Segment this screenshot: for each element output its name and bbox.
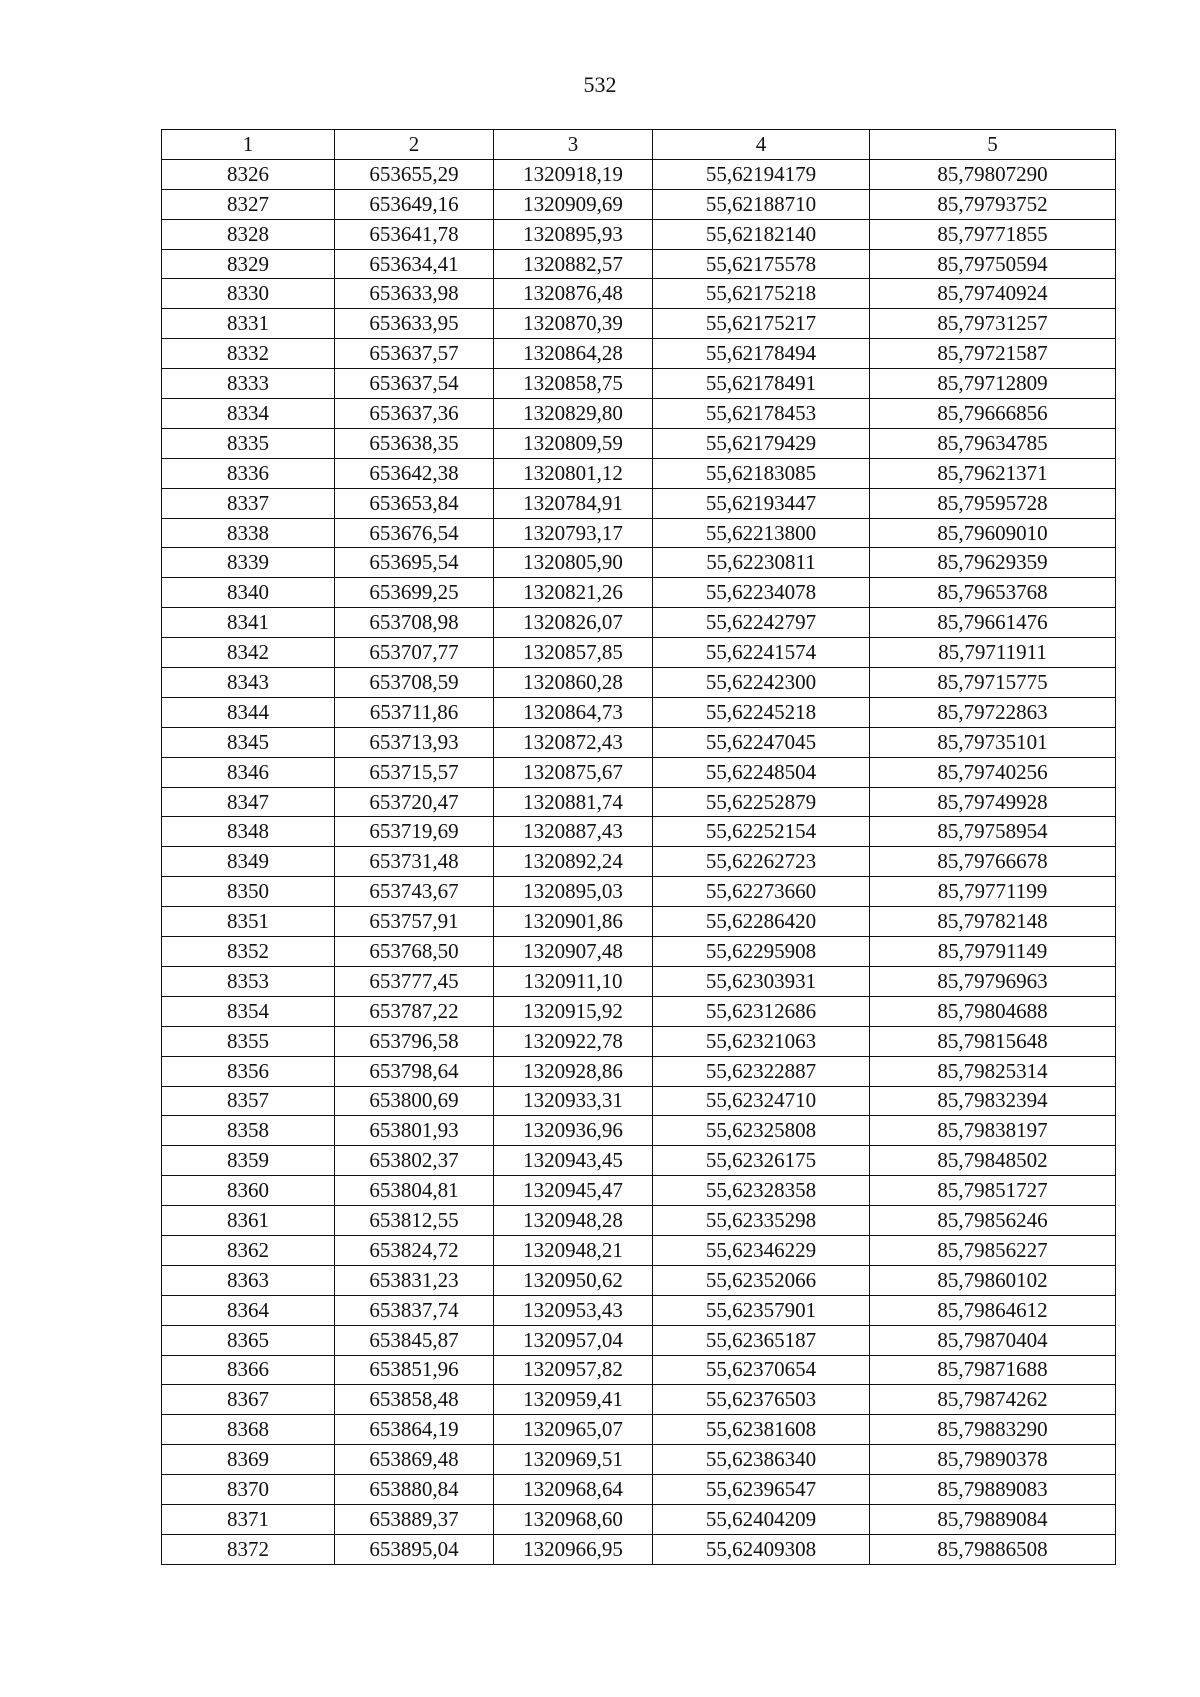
x-coordinate-cell: 653637,36 bbox=[335, 399, 494, 429]
latitude-cell: 55,62365187 bbox=[653, 1325, 870, 1355]
longitude-cell: 85,79634785 bbox=[870, 428, 1116, 458]
latitude-cell: 55,62386340 bbox=[653, 1445, 870, 1475]
latitude-cell: 55,62194179 bbox=[653, 159, 870, 189]
longitude-cell: 85,79796963 bbox=[870, 966, 1116, 996]
x-coordinate-cell: 653864,19 bbox=[335, 1415, 494, 1445]
table-row bbox=[162, 1325, 1116, 1355]
latitude-cell: 55,62303931 bbox=[653, 966, 870, 996]
point-number-cell: 8358 bbox=[162, 1116, 335, 1146]
y-coordinate-cell: 1320953,43 bbox=[494, 1295, 653, 1325]
y-coordinate-cell: 1320876,48 bbox=[494, 279, 653, 309]
y-coordinate-cell: 1320875,67 bbox=[494, 757, 653, 787]
y-coordinate-cell: 1320918,19 bbox=[494, 159, 653, 189]
longitude-cell: 85,79886508 bbox=[870, 1534, 1116, 1564]
y-coordinate-cell: 1320901,86 bbox=[494, 907, 653, 937]
table-row bbox=[162, 1415, 1116, 1445]
x-coordinate-cell: 653824,72 bbox=[335, 1235, 494, 1265]
longitude-cell: 85,79661476 bbox=[870, 608, 1116, 638]
point-number-cell: 8355 bbox=[162, 1026, 335, 1056]
longitude-cell: 85,79870404 bbox=[870, 1325, 1116, 1355]
x-coordinate-cell: 653637,54 bbox=[335, 369, 494, 399]
point-number-cell: 8347 bbox=[162, 787, 335, 817]
y-coordinate-cell: 1320864,28 bbox=[494, 339, 653, 369]
x-coordinate-cell: 653642,38 bbox=[335, 458, 494, 488]
y-coordinate-cell: 1320943,45 bbox=[494, 1146, 653, 1176]
latitude-cell: 55,62328358 bbox=[653, 1176, 870, 1206]
y-coordinate-cell: 1320965,07 bbox=[494, 1415, 653, 1445]
column-header: 4 bbox=[653, 130, 870, 160]
table-row bbox=[162, 1265, 1116, 1295]
longitude-cell: 85,79750594 bbox=[870, 249, 1116, 279]
x-coordinate-cell: 653768,50 bbox=[335, 937, 494, 967]
y-coordinate-cell: 1320907,48 bbox=[494, 937, 653, 967]
longitude-cell: 85,79766678 bbox=[870, 847, 1116, 877]
y-coordinate-cell: 1320801,12 bbox=[494, 458, 653, 488]
latitude-cell: 55,62178453 bbox=[653, 399, 870, 429]
longitude-cell: 85,79712809 bbox=[870, 369, 1116, 399]
y-coordinate-cell: 1320872,43 bbox=[494, 727, 653, 757]
latitude-cell: 55,62396547 bbox=[653, 1475, 870, 1505]
table-row bbox=[162, 907, 1116, 937]
point-number-cell: 8364 bbox=[162, 1295, 335, 1325]
longitude-cell: 85,79889084 bbox=[870, 1504, 1116, 1534]
y-coordinate-cell: 1320887,43 bbox=[494, 817, 653, 847]
point-number-cell: 8326 bbox=[162, 159, 335, 189]
x-coordinate-cell: 653812,55 bbox=[335, 1206, 494, 1236]
table-row bbox=[162, 1206, 1116, 1236]
point-number-cell: 8329 bbox=[162, 249, 335, 279]
point-number-cell: 8360 bbox=[162, 1176, 335, 1206]
y-coordinate-cell: 1320936,96 bbox=[494, 1116, 653, 1146]
point-number-cell: 8372 bbox=[162, 1534, 335, 1564]
latitude-cell: 55,62248504 bbox=[653, 757, 870, 787]
x-coordinate-cell: 653707,77 bbox=[335, 638, 494, 668]
latitude-cell: 55,62346229 bbox=[653, 1235, 870, 1265]
y-coordinate-cell: 1320968,60 bbox=[494, 1504, 653, 1534]
point-number-cell: 8343 bbox=[162, 668, 335, 698]
latitude-cell: 55,62242797 bbox=[653, 608, 870, 638]
point-number-cell: 8336 bbox=[162, 458, 335, 488]
x-coordinate-cell: 653638,35 bbox=[335, 428, 494, 458]
longitude-cell: 85,79771855 bbox=[870, 219, 1116, 249]
x-coordinate-cell: 653708,98 bbox=[335, 608, 494, 638]
table-row bbox=[162, 966, 1116, 996]
column-header: 5 bbox=[870, 130, 1116, 160]
longitude-cell: 85,79889083 bbox=[870, 1475, 1116, 1505]
point-number-cell: 8371 bbox=[162, 1504, 335, 1534]
point-number-cell: 8356 bbox=[162, 1056, 335, 1086]
latitude-cell: 55,62321063 bbox=[653, 1026, 870, 1056]
x-coordinate-cell: 653676,54 bbox=[335, 518, 494, 548]
table-row bbox=[162, 668, 1116, 698]
longitude-cell: 85,79758954 bbox=[870, 817, 1116, 847]
x-coordinate-cell: 653653,84 bbox=[335, 488, 494, 518]
point-number-cell: 8369 bbox=[162, 1445, 335, 1475]
x-coordinate-cell: 653637,57 bbox=[335, 339, 494, 369]
x-coordinate-cell: 653715,57 bbox=[335, 757, 494, 787]
x-coordinate-cell: 653641,78 bbox=[335, 219, 494, 249]
table-row bbox=[162, 1534, 1116, 1564]
table-row bbox=[162, 1026, 1116, 1056]
latitude-cell: 55,62247045 bbox=[653, 727, 870, 757]
table-row bbox=[162, 1475, 1116, 1505]
table-row bbox=[162, 518, 1116, 548]
latitude-cell: 55,62312686 bbox=[653, 996, 870, 1026]
table-row bbox=[162, 1235, 1116, 1265]
point-number-cell: 8357 bbox=[162, 1086, 335, 1116]
point-number-cell: 8341 bbox=[162, 608, 335, 638]
table-row bbox=[162, 638, 1116, 668]
latitude-cell: 55,62178494 bbox=[653, 339, 870, 369]
column-header: 2 bbox=[335, 130, 494, 160]
y-coordinate-cell: 1320857,85 bbox=[494, 638, 653, 668]
x-coordinate-cell: 653895,04 bbox=[335, 1534, 494, 1564]
longitude-cell: 85,79890378 bbox=[870, 1445, 1116, 1475]
y-coordinate-cell: 1320922,78 bbox=[494, 1026, 653, 1056]
table-row bbox=[162, 249, 1116, 279]
latitude-cell: 55,62357901 bbox=[653, 1295, 870, 1325]
table-row bbox=[162, 1504, 1116, 1534]
latitude-cell: 55,62230811 bbox=[653, 548, 870, 578]
longitude-cell: 85,79807290 bbox=[870, 159, 1116, 189]
x-coordinate-cell: 653801,93 bbox=[335, 1116, 494, 1146]
table-row bbox=[162, 608, 1116, 638]
table-row bbox=[162, 1116, 1116, 1146]
y-coordinate-cell: 1320870,39 bbox=[494, 309, 653, 339]
x-coordinate-cell: 653845,87 bbox=[335, 1325, 494, 1355]
column-header: 3 bbox=[494, 130, 653, 160]
longitude-cell: 85,79832394 bbox=[870, 1086, 1116, 1116]
x-coordinate-cell: 653889,37 bbox=[335, 1504, 494, 1534]
point-number-cell: 8354 bbox=[162, 996, 335, 1026]
x-coordinate-cell: 653708,59 bbox=[335, 668, 494, 698]
y-coordinate-cell: 1320957,04 bbox=[494, 1325, 653, 1355]
latitude-cell: 55,62179429 bbox=[653, 428, 870, 458]
x-coordinate-cell: 653800,69 bbox=[335, 1086, 494, 1116]
point-number-cell: 8367 bbox=[162, 1385, 335, 1415]
table-row bbox=[162, 817, 1116, 847]
x-coordinate-cell: 653743,67 bbox=[335, 877, 494, 907]
longitude-cell: 85,79721587 bbox=[870, 339, 1116, 369]
point-number-cell: 8332 bbox=[162, 339, 335, 369]
y-coordinate-cell: 1320933,31 bbox=[494, 1086, 653, 1116]
longitude-cell: 85,79815648 bbox=[870, 1026, 1116, 1056]
longitude-cell: 85,79804688 bbox=[870, 996, 1116, 1026]
x-coordinate-cell: 653880,84 bbox=[335, 1475, 494, 1505]
table-row bbox=[162, 428, 1116, 458]
point-number-cell: 8362 bbox=[162, 1235, 335, 1265]
y-coordinate-cell: 1320945,47 bbox=[494, 1176, 653, 1206]
longitude-cell: 85,79666856 bbox=[870, 399, 1116, 429]
longitude-cell: 85,79848502 bbox=[870, 1146, 1116, 1176]
latitude-cell: 55,62182140 bbox=[653, 219, 870, 249]
x-coordinate-cell: 653633,98 bbox=[335, 279, 494, 309]
y-coordinate-cell: 1320966,95 bbox=[494, 1534, 653, 1564]
latitude-cell: 55,62245218 bbox=[653, 697, 870, 727]
latitude-cell: 55,62324710 bbox=[653, 1086, 870, 1116]
latitude-cell: 55,62234078 bbox=[653, 578, 870, 608]
x-coordinate-cell: 653837,74 bbox=[335, 1295, 494, 1325]
longitude-cell: 85,79595728 bbox=[870, 488, 1116, 518]
point-number-cell: 8337 bbox=[162, 488, 335, 518]
y-coordinate-cell: 1320809,59 bbox=[494, 428, 653, 458]
x-coordinate-cell: 653695,54 bbox=[335, 548, 494, 578]
table-row bbox=[162, 1385, 1116, 1415]
latitude-cell: 55,62286420 bbox=[653, 907, 870, 937]
table-row bbox=[162, 996, 1116, 1026]
page-number: 532 bbox=[583, 72, 617, 97]
point-number-cell: 8363 bbox=[162, 1265, 335, 1295]
x-coordinate-cell: 653719,69 bbox=[335, 817, 494, 847]
point-number-cell: 8348 bbox=[162, 817, 335, 847]
longitude-cell: 85,79871688 bbox=[870, 1355, 1116, 1385]
x-coordinate-cell: 653787,22 bbox=[335, 996, 494, 1026]
latitude-cell: 55,62325808 bbox=[653, 1116, 870, 1146]
latitude-cell: 55,62188710 bbox=[653, 189, 870, 219]
table-row bbox=[162, 1086, 1116, 1116]
y-coordinate-cell: 1320911,10 bbox=[494, 966, 653, 996]
x-coordinate-cell: 653851,96 bbox=[335, 1355, 494, 1385]
table-row bbox=[162, 937, 1116, 967]
y-coordinate-cell: 1320882,57 bbox=[494, 249, 653, 279]
latitude-cell: 55,62175218 bbox=[653, 279, 870, 309]
x-coordinate-cell: 653757,91 bbox=[335, 907, 494, 937]
x-coordinate-cell: 653713,93 bbox=[335, 727, 494, 757]
point-number-cell: 8342 bbox=[162, 638, 335, 668]
x-coordinate-cell: 653796,58 bbox=[335, 1026, 494, 1056]
y-coordinate-cell: 1320895,93 bbox=[494, 219, 653, 249]
table-row bbox=[162, 1176, 1116, 1206]
x-coordinate-cell: 653777,45 bbox=[335, 966, 494, 996]
latitude-cell: 55,62376503 bbox=[653, 1385, 870, 1415]
x-coordinate-cell: 653720,47 bbox=[335, 787, 494, 817]
latitude-cell: 55,62273660 bbox=[653, 877, 870, 907]
column-header: 1 bbox=[162, 130, 335, 160]
x-coordinate-cell: 653655,29 bbox=[335, 159, 494, 189]
longitude-cell: 85,79856246 bbox=[870, 1206, 1116, 1236]
y-coordinate-cell: 1320968,64 bbox=[494, 1475, 653, 1505]
latitude-cell: 55,62193447 bbox=[653, 488, 870, 518]
y-coordinate-cell: 1320915,92 bbox=[494, 996, 653, 1026]
table-row bbox=[162, 458, 1116, 488]
latitude-cell: 55,62175578 bbox=[653, 249, 870, 279]
latitude-cell: 55,62335298 bbox=[653, 1206, 870, 1236]
table-row bbox=[162, 1445, 1116, 1475]
table-row bbox=[162, 189, 1116, 219]
coordinates-table bbox=[161, 129, 1116, 1565]
longitude-cell: 85,79856227 bbox=[870, 1235, 1116, 1265]
latitude-cell: 55,62252879 bbox=[653, 787, 870, 817]
y-coordinate-cell: 1320948,28 bbox=[494, 1206, 653, 1236]
x-coordinate-cell: 653858,48 bbox=[335, 1385, 494, 1415]
y-coordinate-cell: 1320793,17 bbox=[494, 518, 653, 548]
y-coordinate-cell: 1320829,80 bbox=[494, 399, 653, 429]
latitude-cell: 55,62326175 bbox=[653, 1146, 870, 1176]
table-row bbox=[162, 1146, 1116, 1176]
latitude-cell: 55,62242300 bbox=[653, 668, 870, 698]
latitude-cell: 55,62352066 bbox=[653, 1265, 870, 1295]
y-coordinate-cell: 1320860,28 bbox=[494, 668, 653, 698]
longitude-cell: 85,79825314 bbox=[870, 1056, 1116, 1086]
y-coordinate-cell: 1320928,86 bbox=[494, 1056, 653, 1086]
y-coordinate-cell: 1320959,41 bbox=[494, 1385, 653, 1415]
table-row bbox=[162, 697, 1116, 727]
table-row bbox=[162, 847, 1116, 877]
x-coordinate-cell: 653711,86 bbox=[335, 697, 494, 727]
longitude-cell: 85,79782148 bbox=[870, 907, 1116, 937]
table-row bbox=[162, 727, 1116, 757]
table-header-row bbox=[162, 130, 1116, 160]
point-number-cell: 8338 bbox=[162, 518, 335, 548]
point-number-cell: 8335 bbox=[162, 428, 335, 458]
longitude-cell: 85,79851727 bbox=[870, 1176, 1116, 1206]
point-number-cell: 8370 bbox=[162, 1475, 335, 1505]
longitude-cell: 85,79621371 bbox=[870, 458, 1116, 488]
table-row bbox=[162, 399, 1116, 429]
y-coordinate-cell: 1320892,24 bbox=[494, 847, 653, 877]
point-number-cell: 8330 bbox=[162, 279, 335, 309]
table-row bbox=[162, 1355, 1116, 1385]
table-row bbox=[162, 1056, 1116, 1086]
table-row bbox=[162, 757, 1116, 787]
table-row bbox=[162, 1295, 1116, 1325]
point-number-cell: 8334 bbox=[162, 399, 335, 429]
y-coordinate-cell: 1320957,82 bbox=[494, 1355, 653, 1385]
longitude-cell: 85,79793752 bbox=[870, 189, 1116, 219]
x-coordinate-cell: 653798,64 bbox=[335, 1056, 494, 1086]
point-number-cell: 8344 bbox=[162, 697, 335, 727]
point-number-cell: 8349 bbox=[162, 847, 335, 877]
x-coordinate-cell: 653731,48 bbox=[335, 847, 494, 877]
longitude-cell: 85,79711911 bbox=[870, 638, 1116, 668]
table-row bbox=[162, 787, 1116, 817]
point-number-cell: 8353 bbox=[162, 966, 335, 996]
table-row bbox=[162, 488, 1116, 518]
x-coordinate-cell: 653804,81 bbox=[335, 1176, 494, 1206]
x-coordinate-cell: 653831,23 bbox=[335, 1265, 494, 1295]
point-number-cell: 8339 bbox=[162, 548, 335, 578]
x-coordinate-cell: 653699,25 bbox=[335, 578, 494, 608]
x-coordinate-cell: 653633,95 bbox=[335, 309, 494, 339]
longitude-cell: 85,79740256 bbox=[870, 757, 1116, 787]
longitude-cell: 85,79791149 bbox=[870, 937, 1116, 967]
y-coordinate-cell: 1320948,21 bbox=[494, 1235, 653, 1265]
longitude-cell: 85,79838197 bbox=[870, 1116, 1116, 1146]
longitude-cell: 85,79749928 bbox=[870, 787, 1116, 817]
latitude-cell: 55,62404209 bbox=[653, 1504, 870, 1534]
y-coordinate-cell: 1320881,74 bbox=[494, 787, 653, 817]
point-number-cell: 8368 bbox=[162, 1415, 335, 1445]
longitude-cell: 85,79740924 bbox=[870, 279, 1116, 309]
y-coordinate-cell: 1320864,73 bbox=[494, 697, 653, 727]
longitude-cell: 85,79731257 bbox=[870, 309, 1116, 339]
point-number-cell: 8365 bbox=[162, 1325, 335, 1355]
longitude-cell: 85,79735101 bbox=[870, 727, 1116, 757]
table-row bbox=[162, 578, 1116, 608]
x-coordinate-cell: 653649,16 bbox=[335, 189, 494, 219]
longitude-cell: 85,79715775 bbox=[870, 668, 1116, 698]
point-number-cell: 8366 bbox=[162, 1355, 335, 1385]
point-number-cell: 8328 bbox=[162, 219, 335, 249]
table-row bbox=[162, 219, 1116, 249]
longitude-cell: 85,79629359 bbox=[870, 548, 1116, 578]
y-coordinate-cell: 1320969,51 bbox=[494, 1445, 653, 1475]
latitude-cell: 55,62409308 bbox=[653, 1534, 870, 1564]
y-coordinate-cell: 1320826,07 bbox=[494, 608, 653, 638]
latitude-cell: 55,62178491 bbox=[653, 369, 870, 399]
y-coordinate-cell: 1320805,90 bbox=[494, 548, 653, 578]
longitude-cell: 85,79864612 bbox=[870, 1295, 1116, 1325]
latitude-cell: 55,62370654 bbox=[653, 1355, 870, 1385]
x-coordinate-cell: 653869,48 bbox=[335, 1445, 494, 1475]
point-number-cell: 8340 bbox=[162, 578, 335, 608]
y-coordinate-cell: 1320858,75 bbox=[494, 369, 653, 399]
longitude-cell: 85,79771199 bbox=[870, 877, 1116, 907]
y-coordinate-cell: 1320909,69 bbox=[494, 189, 653, 219]
y-coordinate-cell: 1320895,03 bbox=[494, 877, 653, 907]
point-number-cell: 8352 bbox=[162, 937, 335, 967]
table-row bbox=[162, 548, 1116, 578]
longitude-cell: 85,79722863 bbox=[870, 697, 1116, 727]
longitude-cell: 85,79609010 bbox=[870, 518, 1116, 548]
point-number-cell: 8350 bbox=[162, 877, 335, 907]
point-number-cell: 8333 bbox=[162, 369, 335, 399]
latitude-cell: 55,62295908 bbox=[653, 937, 870, 967]
longitude-cell: 85,79883290 bbox=[870, 1415, 1116, 1445]
point-number-cell: 8331 bbox=[162, 309, 335, 339]
x-coordinate-cell: 653634,41 bbox=[335, 249, 494, 279]
y-coordinate-cell: 1320821,26 bbox=[494, 578, 653, 608]
latitude-cell: 55,62213800 bbox=[653, 518, 870, 548]
table-row bbox=[162, 279, 1116, 309]
table-row bbox=[162, 369, 1116, 399]
longitude-cell: 85,79874262 bbox=[870, 1385, 1116, 1415]
point-number-cell: 8359 bbox=[162, 1146, 335, 1176]
table-body bbox=[162, 159, 1116, 1564]
x-coordinate-cell: 653802,37 bbox=[335, 1146, 494, 1176]
latitude-cell: 55,62252154 bbox=[653, 817, 870, 847]
latitude-cell: 55,62183085 bbox=[653, 458, 870, 488]
latitude-cell: 55,62175217 bbox=[653, 309, 870, 339]
point-number-cell: 8346 bbox=[162, 757, 335, 787]
y-coordinate-cell: 1320950,62 bbox=[494, 1265, 653, 1295]
longitude-cell: 85,79653768 bbox=[870, 578, 1116, 608]
table-row bbox=[162, 309, 1116, 339]
point-number-cell: 8327 bbox=[162, 189, 335, 219]
latitude-cell: 55,62262723 bbox=[653, 847, 870, 877]
table-row bbox=[162, 159, 1116, 189]
latitude-cell: 55,62381608 bbox=[653, 1415, 870, 1445]
point-number-cell: 8351 bbox=[162, 907, 335, 937]
point-number-cell: 8345 bbox=[162, 727, 335, 757]
y-coordinate-cell: 1320784,91 bbox=[494, 488, 653, 518]
table-row bbox=[162, 339, 1116, 369]
longitude-cell: 85,79860102 bbox=[870, 1265, 1116, 1295]
point-number-cell: 8361 bbox=[162, 1206, 335, 1236]
latitude-cell: 55,62322887 bbox=[653, 1056, 870, 1086]
latitude-cell: 55,62241574 bbox=[653, 638, 870, 668]
table-row bbox=[162, 877, 1116, 907]
